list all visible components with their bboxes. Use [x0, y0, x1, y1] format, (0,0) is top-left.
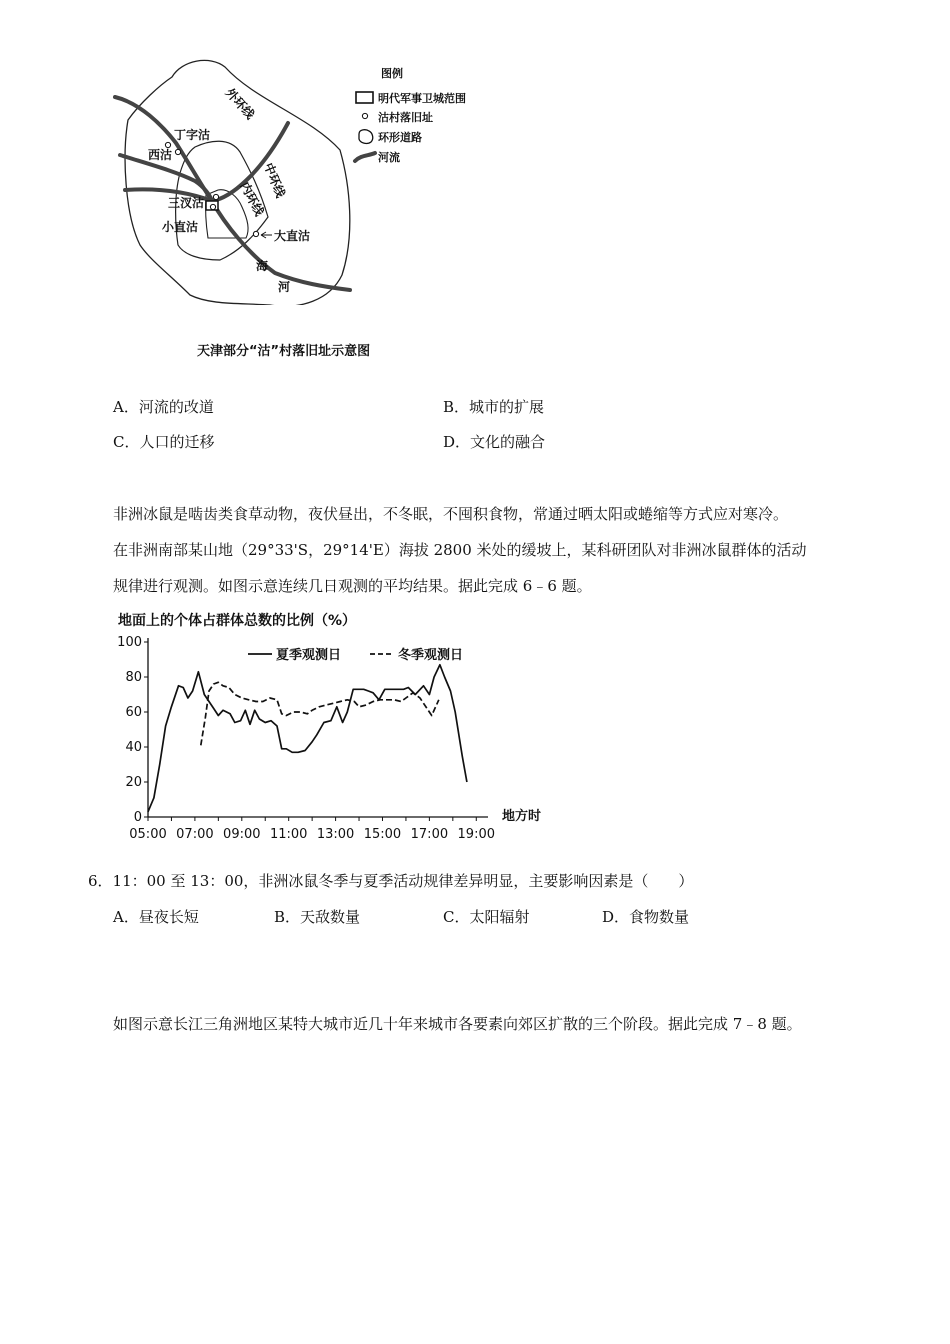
activity-line-chart: [100, 628, 560, 843]
x-tick-label: 13:00: [316, 827, 355, 842]
outer-ring-label: 外环线: [222, 85, 258, 122]
option-key: B．: [274, 908, 301, 926]
passage1-line-2: 在非洲南部某山地（29°33'S，29°14'E）海拔 2800 米处的缓坡上，某科研团队对非洲冰鼠群体的活动: [113, 541, 807, 559]
summer-series-line: [148, 665, 467, 812]
y-tick-label: 40: [125, 740, 142, 755]
q6-option-b: [274, 907, 360, 927]
dingzigu-label: 丁字沽: [174, 128, 211, 142]
option-text: 太阳辐射: [469, 908, 530, 926]
x-tick-label: 07:00: [176, 827, 214, 842]
passage2: 如图示意长江三角洲地区某特大城市近几十年来城市各要素向郊区扩散的三个阶段。据此完成 7﹣8 题。: [113, 1015, 802, 1033]
rivers: [115, 97, 350, 290]
rectangle-outline-icon: [356, 92, 373, 103]
village-marker-xiaozhigu: [210, 204, 215, 209]
legend-label-summer: 夏季观测日: [276, 648, 342, 663]
closed-loop-icon: [359, 130, 373, 144]
sanchagu-label: 三汊沽: [168, 196, 205, 210]
legend-title: 图例: [381, 67, 403, 80]
q5-option-a: [113, 397, 214, 417]
x-axis-label: 地方时: [502, 809, 542, 824]
option-key: C．: [113, 433, 140, 451]
village-marker-dazhigu: [253, 231, 258, 236]
option-key: B．: [443, 398, 470, 416]
option-key: D．: [443, 433, 471, 451]
village-marker-dingzigu: [175, 149, 180, 154]
legend-label-road: 环形道路: [378, 131, 422, 144]
y-tick-label: 60: [125, 705, 142, 720]
chart-title: 地面上的个体占群体总数的比例（%）: [118, 613, 357, 629]
option-text: 天敌数量: [300, 908, 361, 926]
xiaozhigu-label: 小直沽: [162, 220, 199, 234]
village-marker-sanchagu: [213, 194, 218, 199]
y-tick-label: 100: [117, 635, 142, 650]
haihe-label-2: 河: [278, 280, 291, 294]
dazhigu-label: 大直沽: [274, 229, 311, 243]
tianjin-map: [100, 55, 500, 305]
option-text: 食物数量: [629, 908, 690, 926]
q6-option-d: [602, 907, 689, 927]
q5-option-d: [443, 432, 545, 452]
map-legend: [355, 66, 466, 164]
x-tick-label: 19:00: [457, 827, 496, 842]
option-key: A．: [113, 398, 139, 416]
dazhigu-arrow: [261, 232, 272, 238]
q5-option-b: [443, 397, 544, 417]
legend-label-winter: 冬季观测日: [398, 648, 464, 663]
option-text: 河流的改道: [138, 398, 214, 416]
option-text: 人口的迁移: [139, 433, 215, 451]
passage1-line-3: 规律进行观测。如图示意连续几日观测的平均结果。据此完成 6﹣6 题。: [113, 577, 592, 595]
x-tick-label: 09:00: [223, 827, 261, 842]
legend-label-village: 沽村落旧址: [378, 111, 433, 124]
option-text: 昼夜长短: [138, 908, 199, 926]
map-caption: 天津部分“沽”村落旧址示意图: [197, 344, 371, 359]
question6-stem: 6．11：00 至 13：00，非洲冰鼠冬季与夏季活动规律差异明显，主要影响因素是（ ）: [88, 872, 694, 890]
y-tick-label: 0: [133, 810, 142, 825]
option-key: D．: [602, 908, 630, 926]
q6-option-a: [113, 907, 199, 927]
option-text: 城市的扩展: [469, 398, 545, 416]
y-tick-label: 20: [125, 775, 142, 790]
inner-ring-label: 内环线: [237, 179, 267, 219]
option-text: 文化的融合: [470, 433, 546, 451]
xigu-label: 西沽: [148, 148, 173, 162]
thick-line-icon: [355, 153, 375, 161]
option-key: A．: [113, 908, 139, 926]
x-tick-label: 15:00: [363, 827, 402, 842]
small-circle-icon: [362, 113, 367, 118]
legend-label-city: 明代军事卫城范围: [378, 92, 466, 105]
y-tick-label: 80: [125, 670, 142, 685]
x-tick-label: 17:00: [410, 827, 449, 842]
haihe-label-1: 海: [256, 259, 269, 273]
x-tick-label: 05:00: [129, 827, 167, 842]
middle-ring-label: 中环线: [261, 160, 288, 200]
village-marker-xigu: [165, 142, 170, 147]
q6-option-c: [443, 907, 530, 927]
q5-option-c: [113, 432, 215, 452]
x-tick-label: 11:00: [269, 827, 308, 842]
winter-series-line: [201, 682, 439, 745]
option-key: C．: [443, 908, 470, 926]
legend-label-river: 河流: [378, 151, 400, 164]
passage1-line-1: 非洲冰鼠是啮齿类食草动物，夜伏昼出，不冬眠，不囤积食物，常通过晒太阳或蜷缩等方式应对寒冷。: [113, 505, 789, 523]
